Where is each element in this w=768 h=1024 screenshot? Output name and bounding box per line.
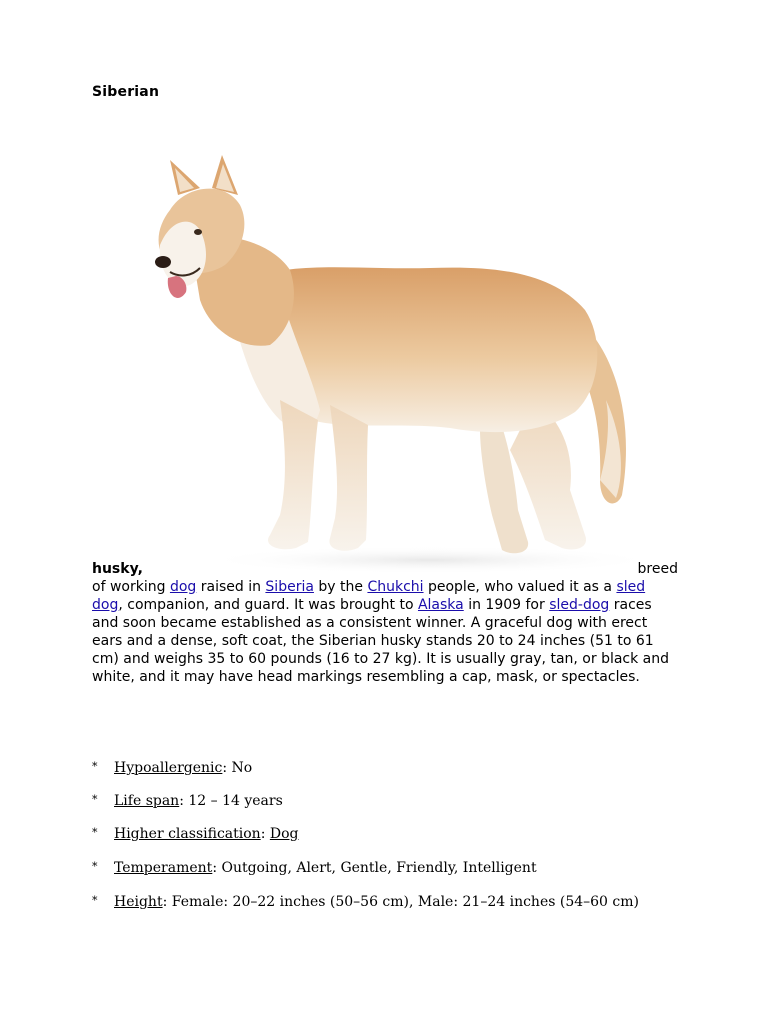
text-segment: raised in <box>196 579 266 595</box>
fact-key[interactable]: Height <box>114 894 163 910</box>
paragraph-line-7: white, and it may have head markings resembling a cap, mask, or spectacles. <box>92 669 640 685</box>
text-segment: by the <box>313 579 368 595</box>
fact-value: : <box>260 826 270 842</box>
text-segment: of working <box>92 579 170 595</box>
lead-word: husky, <box>92 561 143 577</box>
paragraph-line-3 <box>92 596 678 614</box>
page-title: Siberian <box>92 84 160 100</box>
bullet-icon: * <box>92 860 98 873</box>
paragraph-line-1 <box>92 560 678 578</box>
link-dog[interactable]: dog <box>169 579 197 595</box>
fact-value: : 12 – 14 years <box>179 793 283 809</box>
paragraph-line-5: ears and a dense, soft coat, the Siberian husky stands 20 to 24 inches (51 to 61 <box>92 633 654 649</box>
bullet-icon: * <box>92 826 98 839</box>
link-sled-dog-part1[interactable]: sled <box>616 579 646 595</box>
bullet-icon: * <box>92 894 98 907</box>
fact-value: : No <box>222 760 253 776</box>
fact-key[interactable]: Hypoallergenic <box>114 760 223 776</box>
fact-item-higher-classification <box>92 826 298 842</box>
link-siberia[interactable]: Siberia <box>265 579 314 595</box>
fact-key[interactable]: Higher classification <box>114 826 261 842</box>
bullet-icon: * <box>92 793 98 806</box>
fact-item-temperament <box>92 860 537 876</box>
text-segment: in 1909 for <box>463 597 550 613</box>
fact-value: : Outgoing, Alert, Gentle, Friendly, Intelligent <box>212 860 537 876</box>
fact-item-hypoallergenic <box>92 760 252 776</box>
bullet-icon: * <box>92 760 98 773</box>
fact-item-life-span <box>92 793 283 809</box>
text-segment: people, who valued it as a <box>423 579 617 595</box>
description-paragraph <box>92 560 678 686</box>
text-segment: races <box>609 597 652 613</box>
line1-right-text: breed <box>637 561 678 577</box>
link-chukchi[interactable]: Chukchi <box>367 579 424 595</box>
link-sled-dog-race[interactable]: sled-dog <box>549 597 610 613</box>
link-sled-dog-part2[interactable]: dog <box>92 597 119 613</box>
text-segment: , companion, and guard. It was brought to <box>118 597 418 613</box>
paragraph-line-4: and soon became established as a consistent winner. A graceful dog with erect <box>92 615 648 631</box>
fact-key[interactable]: Temperament <box>114 860 213 876</box>
fact-key[interactable]: Life span <box>114 793 180 809</box>
fact-value: : Female: 20–22 inches (50–56 cm), Male: 21–24 inches (54–60 cm) <box>162 894 639 910</box>
paragraph-line-6: cm) and weighs 35 to 60 pounds (16 to 27 kg). It is usually gray, tan, or black and <box>92 651 670 667</box>
link-alaska[interactable]: Alaska <box>417 597 464 613</box>
fact-item-height <box>92 894 639 910</box>
husky-photo <box>130 150 650 580</box>
paragraph-line-2 <box>92 578 678 596</box>
fact-value-link-dog[interactable]: Dog <box>269 826 299 842</box>
